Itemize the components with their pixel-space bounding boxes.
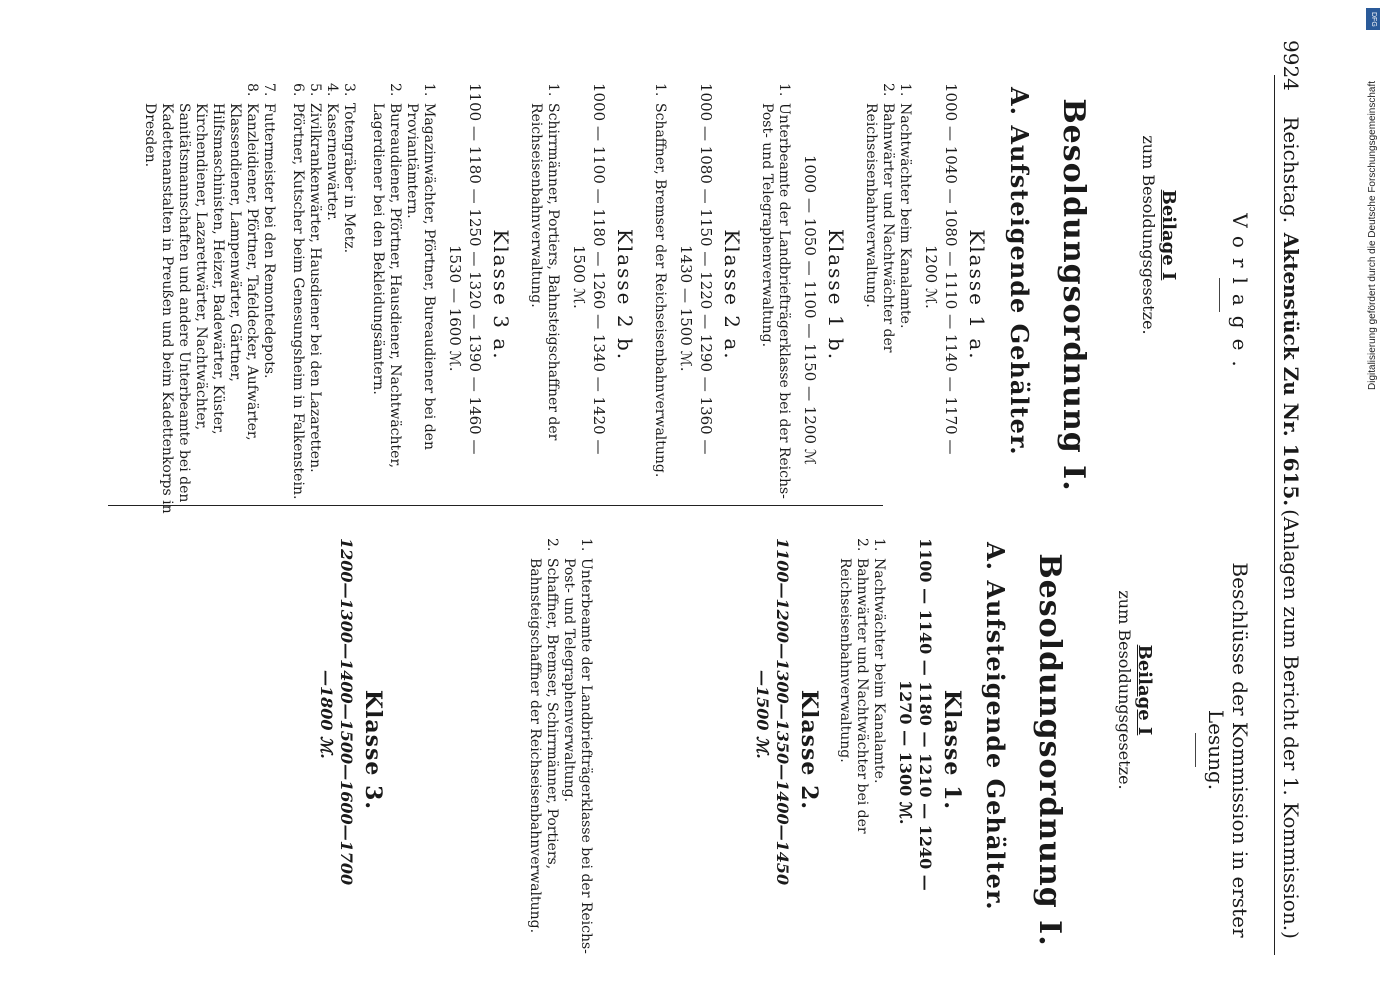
klasse-1b-item: Unterbeamte der Landbriefträgerklasse bei der Reichs-Post- und Telegraphenverwaltung. — [759, 103, 792, 499]
klasse-2-salary-line2: —1500 ℳ. — [753, 670, 772, 759]
klasse-2b-item: Schirrmänner, Portiers, Bahnsteigschaffner der Reichseisenbahnverwaltung. — [528, 103, 561, 441]
klasse-1-title: Klasse 1. — [939, 689, 965, 811]
klasse-2a-item: Schaffner, Bremser der Reichseisenbahnverwaltung. — [652, 103, 668, 478]
item-number: 6. — [290, 83, 306, 97]
klasse-1a-salary-line2: 1200 ℳ. — [922, 245, 940, 309]
klasse-2-items: 1. Unterbeamte der Landbriefträgerklasse bei der Reichs-Post- und Telegraphenverwaltung. 2. Schaffner, Bremser, Schirrmänner, Portiers, Bahnsteigschaffner der Reichseisenbahnverwaltung. — [526, 538, 594, 970]
klasse-1b-salary-line1: 1000 — 1050 — 1100 — 1150 — 1200 ℳ — [801, 155, 819, 465]
klasse-3a-item: Futtermeister bei den Remontedepots. — [261, 103, 277, 379]
klasse-3a-item: Totengräber in Metz. — [341, 103, 357, 254]
right-beilage-sub: zum Besoldungsgesetze. — [1115, 590, 1134, 790]
klasse-1-item: Nachtwächter beim Kanalamte. — [871, 558, 887, 784]
left-section-title: A. Aufsteigende Gehälter. — [1005, 87, 1034, 456]
left-ordnung-title: Besoldungsordnung I. — [1056, 98, 1091, 492]
item-number: 1. — [421, 83, 437, 97]
left-column — [135, 75, 1258, 515]
right-heading-rule — [1195, 733, 1196, 767]
klasse-3-title: Klasse 3. — [360, 689, 386, 811]
klasse-2b-items: 1. Schirrmänner, Portiers, Bahnsteigschaffner der Reichseisenbahnverwaltung. — [527, 83, 561, 515]
klasse-3a-item: Magazinwächter, Pförtner, Bureaudiener bei den Proviantämtern. — [404, 103, 437, 450]
klasse-3a-salary-line2: 1530 — 1600 ℳ. — [446, 245, 464, 372]
running-header — [1279, 40, 1303, 960]
klasse-3a-title: Klasse 3 a. — [489, 229, 513, 361]
right-section-title: A. Aufsteigende Gehälter. — [981, 542, 1010, 911]
klasse-1a-title: Klasse 1 a. — [965, 229, 989, 361]
klasse-2b-salary-line2: 1500 ℳ. — [570, 245, 588, 309]
dfg-credit: Digitalisierung gefördert durch die Deutsche Forschungsgemeinschaft — [1367, 80, 1378, 390]
klasse-2-item: Unterbeamte der Landbriefträgerklasse bei der Reichs-Post- und Telegraphenverwaltung. — [561, 558, 594, 954]
item-number: 8. — [244, 83, 260, 97]
klasse-2-item: Schaffner, Bremser, Schirrmänner, Portiers, Bahnsteigschaffner der Reichseisenbahnverwaltung. — [527, 558, 560, 934]
header-rule — [1274, 75, 1275, 955]
klasse-3a-salary-line1: 1100 — 1180 — 1250 — 1320 — 1390 — 1460 — — [466, 83, 484, 455]
klasse-1b-title: Klasse 1 b. — [824, 228, 848, 362]
right-ordnung-title: Besoldungsordnung I. — [1032, 553, 1067, 947]
right-beilage-title: Beilage I — [1134, 644, 1155, 736]
klasse-3-salary-line1: 1200—1300—1400—1500—1600—1700 — [337, 538, 356, 886]
klasse-2-salary-line1: 1100—1200—1300—1350—1400—1450 — [773, 538, 792, 886]
klasse-1a-item: Nachtwächter beim Kanalamte. — [897, 103, 913, 329]
klasse-2b-salary-line1: 1000 — 1100 — 1180 — 1260 — 1340 — 1420 — — [590, 83, 608, 455]
klasse-2-title: Klasse 2. — [796, 689, 822, 811]
left-beilage-title: Beilage I — [1158, 189, 1179, 281]
page-number: 9924 — [1279, 40, 1303, 91]
klasse-1-salary-line1: 1100 — 1140 — 1180 — 1210 — 1240 — — [916, 538, 935, 891]
item-number: 2. — [387, 83, 403, 97]
klasse-1-salary-line2: 1270 — 1300 ℳ. — [896, 680, 915, 825]
klasse-2a-items: 1. Schaffner, Bremser der Reichseisenbahnverwaltung. — [651, 83, 668, 515]
klasse-2a-salary-line1: 1000 — 1080 — 1150 — 1220 — 1290 — 1360 — — [697, 83, 715, 455]
header-left: Reichstag. — [1279, 116, 1303, 224]
klasse-3-salary-line2: —1800 ℳ. — [317, 670, 336, 759]
item-number: 5. — [307, 83, 323, 97]
item-number: 4. — [324, 83, 340, 97]
left-heading-rule — [1219, 278, 1220, 312]
left-beilage — [1139, 75, 1179, 515]
klasse-1a-items: 1. Nachtwächter beim Kanalamte. 2. Bahnwärter und Nachtwächter der Reichseisenbahnverwaltung. — [862, 83, 913, 515]
klasse-3a-item: Pförtner, Kutscher beim Genesungsheim in Falkenstein. — [290, 103, 306, 500]
klasse-3a-item: Bureaudiener, Pförtner, Hausdiener, Nachtwächter, Lagerdiener bei den Bekleidungsämtern. — [370, 103, 403, 469]
klasse-1b-items: 1. Unterbeamte der Landbriefträgerklasse bei der Reichs-Post- und Telegraphenverwaltung. — [758, 83, 792, 515]
klasse-3a-item: Zivilkrankenwärter, Hausdiener bei den Lazaretten. — [307, 103, 323, 473]
klasse-1-items: 1. Nachtwächter beim Kanalamte. 2. Bahnwärter und Nachtwächter bei der Reichseisenbahnverwaltung. — [836, 538, 887, 970]
klasse-1a-salary-line1: 1000 — 1040 — 1080 — 1110 — 1140 — 1170 — — [942, 83, 960, 455]
klasse-3a-item: Kanzleidiener, Pförtner, Tafeldecker, Aufwärter, Klassendiener, Lampenwärter, Gärtner, Hilfsmaschinisten, Heizer, Badewärter, Küster, Kirchendiener, Lazarettwärter, Nachtwächter, Sanitätsmannschaften und andere Unterbeamte bei den Kadettenanstalten in Preußen und beim Kadettenkorps in Dresden. — [142, 103, 260, 514]
klasse-2a-salary-line2: 1430 — 1500 ℳ. — [677, 245, 695, 372]
right-beilage — [1115, 530, 1155, 970]
item-number: 3. — [341, 83, 357, 97]
dfg-logo: DFG — [1366, 8, 1380, 30]
klasse-2b-title: Klasse 2 b. — [613, 228, 637, 362]
klasse-3a-item: Kasernenwärter. — [324, 103, 340, 221]
klasse-1-item: Bahnwärter und Nachtwächter bei der Reichseisenbahnverwaltung. — [837, 558, 870, 834]
klasse-1a-item: Bahnwärter und Nachtwächter der Reichseisenbahnverwaltung. — [863, 103, 896, 353]
column-divider — [108, 505, 883, 506]
header-title: Aktenstück Zu Nr. 1615. — [1279, 232, 1303, 507]
left-beilage-sub: zum Besoldungsgesetze. — [1139, 135, 1158, 335]
header-subtitle: (Anlagen zum Bericht der 1. Kommission.) — [1279, 509, 1303, 939]
klasse-3a-items — [141, 83, 437, 515]
item-number: 7. — [261, 83, 277, 97]
right-column — [316, 530, 1258, 970]
left-heading: Vorlage. — [1228, 213, 1252, 377]
klasse-2a-title: Klasse 2 a. — [720, 229, 744, 361]
right-heading: Beschlüsse der Kommission in erster Lesung. — [1204, 562, 1252, 938]
